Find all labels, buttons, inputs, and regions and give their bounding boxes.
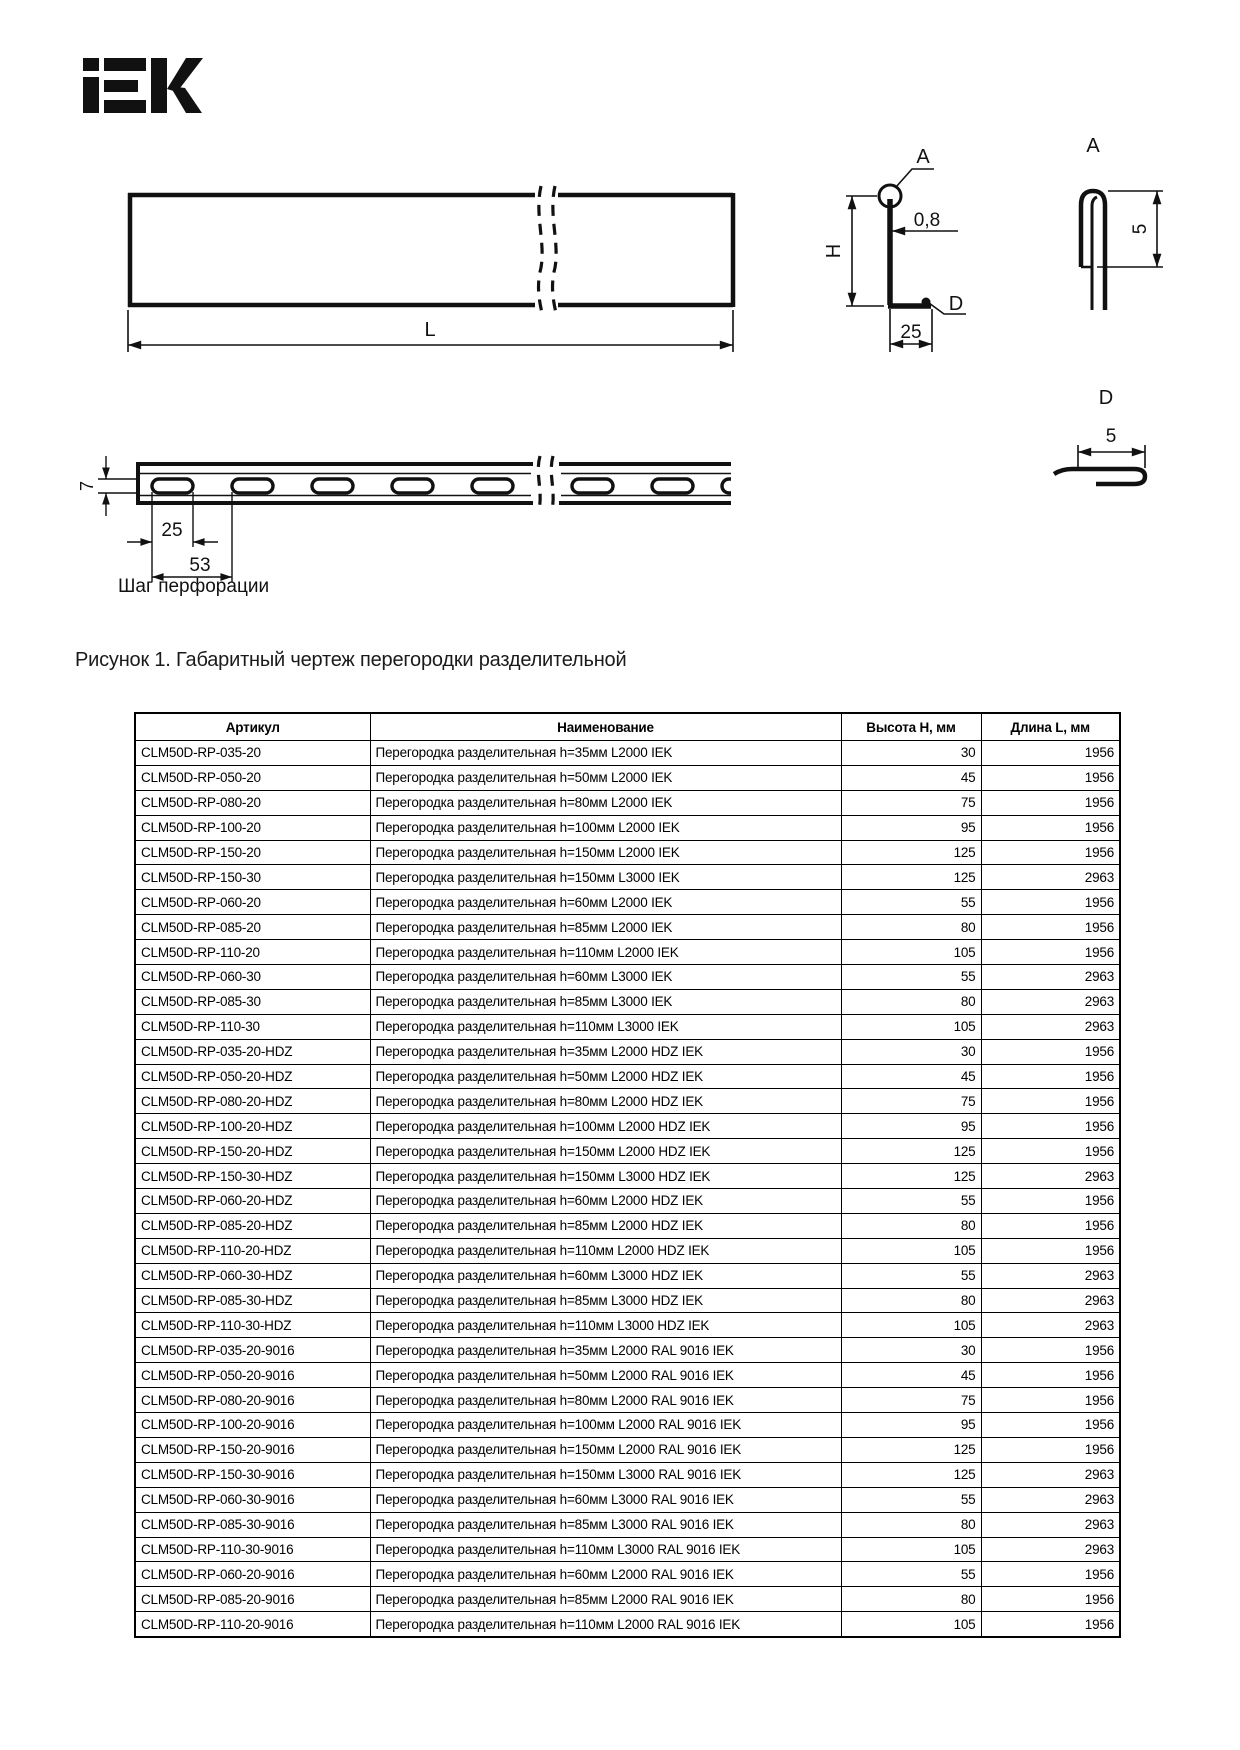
table-row <box>135 1039 1120 1064</box>
cell-article: CLM50D-RP-060-20-HDZ <box>135 1189 370 1214</box>
cell-article: CLM50D-RP-085-30-9016 <box>135 1512 370 1537</box>
break-line <box>538 456 540 510</box>
cell-length: 1956 <box>981 1413 1120 1438</box>
cell-length: 1956 <box>981 840 1120 865</box>
cell-height: 45 <box>841 1064 981 1089</box>
cell-name: Перегородка разделительная h=85мм L3000 HDZ IEK <box>370 1288 841 1313</box>
table-row <box>135 1413 1120 1438</box>
cell-height: 95 <box>841 815 981 840</box>
table-body <box>135 741 1120 1638</box>
detail-d-point <box>922 298 931 307</box>
table-row <box>135 1014 1120 1039</box>
table-row <box>135 1338 1120 1363</box>
break-line <box>539 186 543 313</box>
break-line <box>553 186 557 313</box>
dim-thickness-label: 0,8 <box>913 210 941 231</box>
spec-table <box>134 712 1121 1638</box>
cell-name: Перегородка разделительная h=110мм L2000 IEK <box>370 940 841 965</box>
cell-height: 55 <box>841 890 981 915</box>
cell-name: Перегородка разделительная h=35мм L2000 HDZ IEK <box>370 1039 841 1064</box>
cell-height: 80 <box>841 915 981 940</box>
cell-length: 2963 <box>981 1537 1120 1562</box>
cell-name: Перегородка разделительная h=50мм L2000 HDZ IEK <box>370 1064 841 1089</box>
cell-height: 105 <box>841 1238 981 1263</box>
cell-article: CLM50D-RP-110-30-HDZ <box>135 1313 370 1338</box>
cell-length: 2963 <box>981 1487 1120 1512</box>
cell-length: 1956 <box>981 765 1120 790</box>
cell-height: 95 <box>841 1413 981 1438</box>
cell-height: 105 <box>841 940 981 965</box>
cell-name: Перегородка разделительная h=110мм L2000 RAL 9016 IEK <box>370 1612 841 1637</box>
cell-article: CLM50D-RP-150-20-9016 <box>135 1437 370 1462</box>
cell-height: 55 <box>841 1562 981 1587</box>
cell-length: 1956 <box>981 1039 1120 1064</box>
cell-name: Перегородка разделительная h=80мм L2000 HDZ IEK <box>370 1089 841 1114</box>
cell-length: 1956 <box>981 1612 1120 1637</box>
cell-name: Перегородка разделительная h=60мм L2000 RAL 9016 IEK <box>370 1562 841 1587</box>
cell-name: Перегородка разделительная h=100мм L2000 IEK <box>370 815 841 840</box>
cell-article: CLM50D-RP-150-30-9016 <box>135 1462 370 1487</box>
dimensional-drawing <box>0 0 1240 700</box>
cell-name: Перегородка разделительная h=100мм L2000 RAL 9016 IEK <box>370 1413 841 1438</box>
table-row <box>135 1089 1120 1114</box>
cell-article: CLM50D-RP-085-20-HDZ <box>135 1213 370 1238</box>
cell-article: CLM50D-RP-150-30 <box>135 865 370 890</box>
detail-a-title: A <box>1086 135 1100 157</box>
cell-length: 1956 <box>981 1189 1120 1214</box>
table-row <box>135 1313 1120 1338</box>
table-row <box>135 940 1120 965</box>
detail-d-drawing <box>1054 387 1145 484</box>
cell-article: CLM50D-RP-060-30 <box>135 965 370 990</box>
cell-length: 1956 <box>981 815 1120 840</box>
cell-height: 125 <box>841 865 981 890</box>
cell-name: Перегородка разделительная h=110мм L3000 RAL 9016 IEK <box>370 1537 841 1562</box>
cell-height: 125 <box>841 1437 981 1462</box>
cell-article: CLM50D-RP-050-20-HDZ <box>135 1064 370 1089</box>
cell-length: 1956 <box>981 1238 1120 1263</box>
cell-name: Перегородка разделительная h=80мм L2000 IEK <box>370 790 841 815</box>
cell-article: CLM50D-RP-050-20-9016 <box>135 1363 370 1388</box>
dim-slot-length-label: 25 <box>161 520 183 541</box>
cell-length: 1956 <box>981 1114 1120 1139</box>
callout-d-label: D <box>948 293 964 315</box>
cell-article: CLM50D-RP-080-20-HDZ <box>135 1089 370 1114</box>
table-row <box>135 1288 1120 1313</box>
table-row <box>135 1263 1120 1288</box>
cell-name: Перегородка разделительная h=35мм L2000 IEK <box>370 741 841 766</box>
cell-height: 105 <box>841 1612 981 1637</box>
cell-article: CLM50D-RP-150-20 <box>135 840 370 865</box>
cell-length: 1956 <box>981 915 1120 940</box>
col-header-article: Артикул <box>135 713 370 741</box>
table-row <box>135 1437 1120 1462</box>
cross-section-drawing <box>823 146 966 352</box>
cell-length: 1956 <box>981 1338 1120 1363</box>
cell-height: 30 <box>841 1039 981 1064</box>
cell-height: 75 <box>841 790 981 815</box>
cell-name: Перегородка разделительная h=150мм L2000 RAL 9016 IEK <box>370 1437 841 1462</box>
cell-length: 1956 <box>981 1437 1120 1462</box>
table-row <box>135 790 1120 815</box>
cell-height: 30 <box>841 1338 981 1363</box>
table-row <box>135 1388 1120 1413</box>
cell-length: 1956 <box>981 1388 1120 1413</box>
cell-name: Перегородка разделительная h=50мм L2000 IEK <box>370 765 841 790</box>
cell-height: 105 <box>841 1537 981 1562</box>
table-row <box>135 1213 1120 1238</box>
cell-height: 45 <box>841 765 981 790</box>
table-row <box>135 890 1120 915</box>
table-row <box>135 1537 1120 1562</box>
cell-name: Перегородка разделительная h=150мм L3000 RAL 9016 IEK <box>370 1462 841 1487</box>
cell-name: Перегородка разделительная h=60мм L2000 IEK <box>370 890 841 915</box>
detail-d-title: D <box>1098 387 1114 409</box>
table-row <box>135 1363 1120 1388</box>
cell-name: Перегородка разделительная h=150мм L2000 HDZ IEK <box>370 1139 841 1164</box>
dim-fold-a-label: 5 <box>1130 223 1151 235</box>
table-row <box>135 741 1120 766</box>
dim-height-label: H <box>823 243 845 259</box>
table-row <box>135 1487 1120 1512</box>
table-row <box>135 1612 1120 1637</box>
cell-article: CLM50D-RP-110-20 <box>135 940 370 965</box>
cell-height: 105 <box>841 1014 981 1039</box>
cell-article: CLM50D-RP-085-30-HDZ <box>135 1288 370 1313</box>
cell-name: Перегородка разделительная h=80мм L2000 RAL 9016 IEK <box>370 1388 841 1413</box>
cell-name: Перегородка разделительная h=100мм L2000 HDZ IEK <box>370 1114 841 1139</box>
table-row <box>135 915 1120 940</box>
cell-length: 2963 <box>981 1263 1120 1288</box>
cell-name: Перегородка разделительная h=60мм L2000 HDZ IEK <box>370 1189 841 1214</box>
cell-height: 30 <box>841 741 981 766</box>
cell-article: CLM50D-RP-110-30-9016 <box>135 1537 370 1562</box>
cell-article: CLM50D-RP-110-30 <box>135 1014 370 1039</box>
cell-length: 2963 <box>981 1313 1120 1338</box>
table-header-row <box>135 713 1120 741</box>
table-row <box>135 1512 1120 1537</box>
cell-name: Перегородка разделительная h=150мм L3000 HDZ IEK <box>370 1164 841 1189</box>
dim-fold-d-label: 5 <box>1105 426 1117 447</box>
cell-article: CLM50D-RP-110-20-HDZ <box>135 1238 370 1263</box>
cell-length: 1956 <box>981 1089 1120 1114</box>
cell-length: 2963 <box>981 1512 1120 1537</box>
cell-name: Перегородка разделительная h=60мм L3000 HDZ IEK <box>370 1263 841 1288</box>
iek-logo-icon <box>83 58 203 113</box>
table-row <box>135 1462 1120 1487</box>
cell-length: 2963 <box>981 965 1120 990</box>
cell-length: 2963 <box>981 1288 1120 1313</box>
cell-article: CLM50D-RP-080-20 <box>135 790 370 815</box>
cell-height: 80 <box>841 989 981 1014</box>
cell-height: 55 <box>841 1487 981 1512</box>
cell-article: CLM50D-RP-100-20 <box>135 815 370 840</box>
table-row <box>135 989 1120 1014</box>
cell-name: Перегородка разделительная h=85мм L3000 RAL 9016 IEK <box>370 1512 841 1537</box>
cell-length: 2963 <box>981 1014 1120 1039</box>
dim-length-label: L <box>424 319 436 341</box>
col-header-height: Высота H, мм <box>841 713 981 741</box>
cell-article: CLM50D-RP-060-20 <box>135 890 370 915</box>
cell-article: CLM50D-RP-060-20-9016 <box>135 1562 370 1587</box>
cell-article: CLM50D-RP-035-20 <box>135 741 370 766</box>
dim-slot-height-label: 7 <box>77 480 97 492</box>
table-row <box>135 865 1120 890</box>
cell-name: Перегородка разделительная h=85мм L2000 IEK <box>370 915 841 940</box>
cell-length: 1956 <box>981 1562 1120 1587</box>
pitch-caption: Шаг перфорации <box>118 576 270 597</box>
cell-article: CLM50D-RP-150-20-HDZ <box>135 1139 370 1164</box>
cell-article: CLM50D-RP-060-30-HDZ <box>135 1263 370 1288</box>
col-header-length: Длина L, мм <box>981 713 1120 741</box>
table-row <box>135 1139 1120 1164</box>
cell-article: CLM50D-RP-100-20-9016 <box>135 1413 370 1438</box>
cell-name: Перегородка разделительная h=60мм L3000 IEK <box>370 965 841 990</box>
dim-pitch-label: 53 <box>189 555 211 576</box>
table-row <box>135 965 1120 990</box>
cell-name: Перегородка разделительная h=35мм L2000 RAL 9016 IEK <box>370 1338 841 1363</box>
cell-height: 125 <box>841 1139 981 1164</box>
callout-a-leader <box>896 169 934 187</box>
perforation-slots <box>152 479 763 493</box>
cell-height: 95 <box>841 1114 981 1139</box>
callout-a-label: A <box>916 146 930 168</box>
cell-length: 1956 <box>981 1064 1120 1089</box>
cell-name: Перегородка разделительная h=150мм L2000 IEK <box>370 840 841 865</box>
cell-article: CLM50D-RP-085-20-9016 <box>135 1587 370 1612</box>
cell-length: 2963 <box>981 1462 1120 1487</box>
table-row <box>135 1064 1120 1089</box>
cell-article: CLM50D-RP-110-20-9016 <box>135 1612 370 1637</box>
cell-length: 1956 <box>981 790 1120 815</box>
cell-article: CLM50D-RP-035-20-HDZ <box>135 1039 370 1064</box>
figure-caption: Рисунок 1. Габаритный чертеж перегородки разделительной <box>75 649 627 671</box>
cell-article: CLM50D-RP-080-20-9016 <box>135 1388 370 1413</box>
table-row <box>135 1114 1120 1139</box>
cell-length: 2963 <box>981 865 1120 890</box>
cell-height: 125 <box>841 840 981 865</box>
cell-height: 75 <box>841 1089 981 1114</box>
table-row <box>135 1238 1120 1263</box>
cell-height: 55 <box>841 965 981 990</box>
cell-height: 125 <box>841 1164 981 1189</box>
cell-name: Перегородка разделительная h=150мм L3000 IEK <box>370 865 841 890</box>
table-row <box>135 815 1120 840</box>
cell-name: Перегородка разделительная h=85мм L2000 RAL 9016 IEK <box>370 1587 841 1612</box>
cell-article: CLM50D-RP-035-20-9016 <box>135 1338 370 1363</box>
cell-article: CLM50D-RP-100-20-HDZ <box>135 1114 370 1139</box>
perforated-strip-drawing <box>77 456 763 597</box>
table-row <box>135 1164 1120 1189</box>
break-line <box>551 456 553 510</box>
cell-name: Перегородка разделительная h=110мм L2000 HDZ IEK <box>370 1238 841 1263</box>
cell-length: 1956 <box>981 890 1120 915</box>
table-row <box>135 1562 1120 1587</box>
cell-height: 45 <box>841 1363 981 1388</box>
cell-height: 80 <box>841 1587 981 1612</box>
cell-name: Перегородка разделительная h=85мм L2000 HDZ IEK <box>370 1213 841 1238</box>
table-row <box>135 1587 1120 1612</box>
cell-article: CLM50D-RP-050-20 <box>135 765 370 790</box>
table-row <box>135 1189 1120 1214</box>
cell-name: Перегородка разделительная h=50мм L2000 RAL 9016 IEK <box>370 1363 841 1388</box>
cell-height: 55 <box>841 1263 981 1288</box>
cell-name: Перегородка разделительная h=60мм L3000 RAL 9016 IEK <box>370 1487 841 1512</box>
cell-height: 80 <box>841 1512 981 1537</box>
cell-article: CLM50D-RP-085-20 <box>135 915 370 940</box>
cell-length: 1956 <box>981 1587 1120 1612</box>
table-row <box>135 840 1120 865</box>
cell-height: 125 <box>841 1462 981 1487</box>
cell-height: 80 <box>841 1213 981 1238</box>
cell-length: 1956 <box>981 1139 1120 1164</box>
cell-length: 2963 <box>981 989 1120 1014</box>
cell-height: 55 <box>841 1189 981 1214</box>
col-header-name: Наименование <box>370 713 841 741</box>
cell-article: CLM50D-RP-085-30 <box>135 989 370 1014</box>
cell-name: Перегородка разделительная h=110мм L3000 HDZ IEK <box>370 1313 841 1338</box>
cell-name: Перегородка разделительная h=85мм L3000 IEK <box>370 989 841 1014</box>
cell-name: Перегородка разделительная h=110мм L3000 IEK <box>370 1014 841 1039</box>
cell-length: 2963 <box>981 1164 1120 1189</box>
cell-height: 80 <box>841 1288 981 1313</box>
cell-length: 1956 <box>981 1363 1120 1388</box>
cell-article: CLM50D-RP-150-30-HDZ <box>135 1164 370 1189</box>
cell-height: 75 <box>841 1388 981 1413</box>
cell-length: 1956 <box>981 940 1120 965</box>
table-row <box>135 765 1120 790</box>
cell-length: 1956 <box>981 741 1120 766</box>
detail-a-drawing <box>1081 135 1163 310</box>
cell-height: 105 <box>841 1313 981 1338</box>
cell-article: CLM50D-RP-060-30-9016 <box>135 1487 370 1512</box>
side-view-drawing <box>128 186 733 352</box>
dim-foot-width-label: 25 <box>900 322 922 343</box>
cell-length: 1956 <box>981 1213 1120 1238</box>
